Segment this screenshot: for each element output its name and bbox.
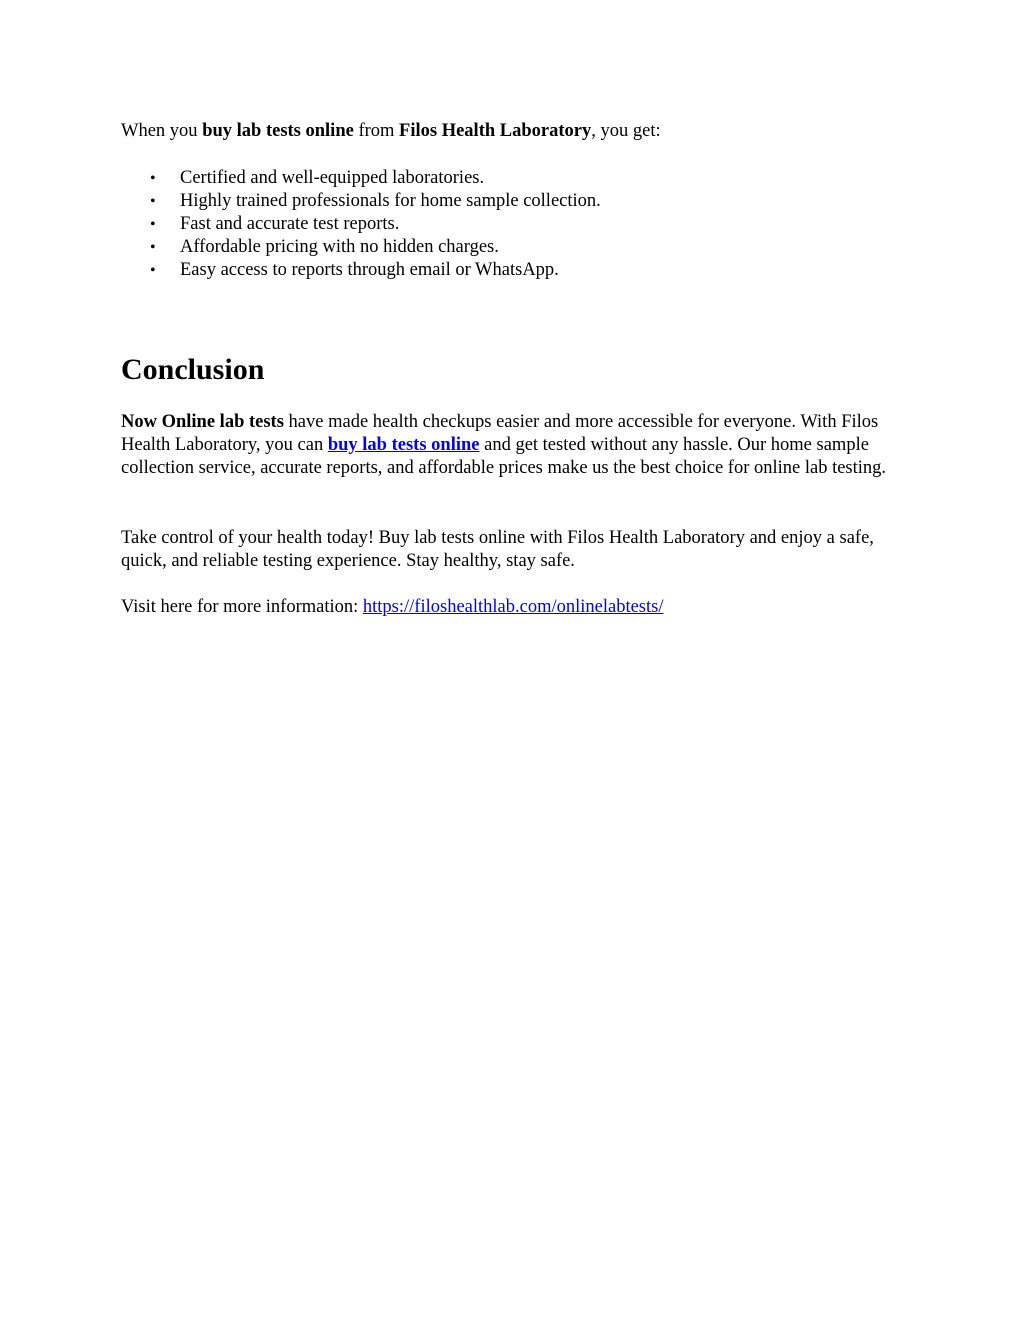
conclusion-text-1: have made health checkups easier and more accessible for everyone. With Filos Health Laboratory, you can <box>121 412 879 455</box>
bullet-icon: • <box>150 262 156 279</box>
buy-lab-tests-link[interactable] <box>328 435 480 455</box>
conclusion-bold-lead: Now Online lab tests <box>121 412 284 432</box>
more-info-paragraph <box>121 596 664 619</box>
intro-paragraph <box>121 120 661 143</box>
conclusion-paragraph <box>121 411 911 480</box>
benefits-list <box>121 167 601 282</box>
bullet-icon: • <box>150 216 156 233</box>
intro-bold-1: buy lab tests online <box>202 121 354 141</box>
intro-text-2: from <box>353 121 400 141</box>
more-info-url-link[interactable]: https://filoshealthlab.com/onlinelabtests/ <box>362 597 664 617</box>
conclusion-heading: Conclusion <box>121 353 265 386</box>
bullet-icon: • <box>150 170 156 187</box>
more-info-text: Visit here for more information: <box>121 597 363 617</box>
call-to-action-paragraph: Take control of your health today! Buy lab tests online with Filos Health Laboratory and enjoy a safe, quick, and reliable testing experience. Stay healthy, stay safe. <box>121 528 874 571</box>
buy-lab-tests-link-label: buy lab tests online <box>327 435 480 455</box>
list-item <box>121 236 601 259</box>
list-item <box>121 167 601 190</box>
intro-bold-2: Filos Health Laboratory <box>399 121 592 141</box>
conclusion-text-2: and get tested without any hassle. Our home sample collection service, accurate reports, and affordable prices make us the best choice for online lab testing. <box>121 435 887 478</box>
list-item <box>121 259 601 282</box>
bullet-icon: • <box>150 193 156 210</box>
list-item-text: Easy access to reports through email or WhatsApp. <box>180 260 559 280</box>
list-item <box>121 190 601 213</box>
list-item <box>121 213 601 236</box>
list-item-text: Highly trained professionals for home sample collection. <box>180 191 601 211</box>
intro-text-1: When you <box>121 121 203 141</box>
list-item-text: Fast and accurate test reports. <box>180 214 400 234</box>
bullet-icon: • <box>150 239 156 256</box>
list-item-text: Affordable pricing with no hidden charges. <box>180 237 499 257</box>
list-item-text: Certified and well-equipped laboratories. <box>180 168 485 188</box>
intro-text-3: , you get: <box>591 121 661 141</box>
